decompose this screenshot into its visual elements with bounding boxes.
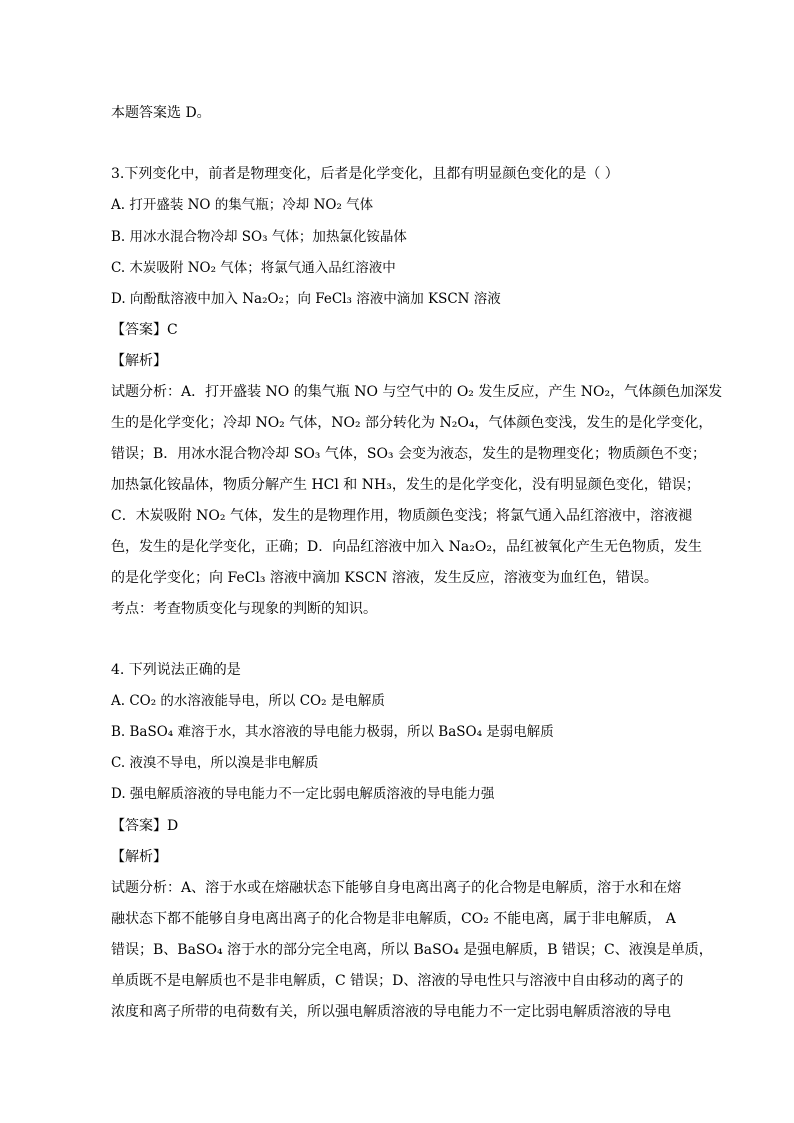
question-3-option-a: A. 打开盛装 NO 的集气瓶；冷却 NO₂ 气体 bbox=[111, 197, 374, 213]
question-3-analysis-line: 的是化学变化；向 FeCl₃ 溶液中滴加 KSCN 溶液，发生反应，溶液变为血红色，错误。 bbox=[111, 570, 658, 586]
question-4-analysis-line: 浓度和离子所带的电荷数有关，所以强电解质溶液的导电能力不一定比弱电解质溶液的导电 bbox=[111, 1004, 671, 1020]
question-4-answer: 【答案】D bbox=[111, 818, 179, 834]
question-3-analysis-line: 试题分析：A．打开盛装 NO 的集气瓶 NO 与空气中的 O₂ 发生反应，产生 NO₂，气体颜色加深发 bbox=[111, 384, 723, 400]
question-3-key-point: 考点：考查物质变化与现象的判断的知识。 bbox=[111, 601, 377, 617]
question-3-option-b: B. 用冰水混合物冷却 SO₃ 气体；加热氯化铵晶体 bbox=[111, 229, 407, 245]
question-4-option-a: A. CO₂ 的水溶液能导电，所以 CO₂ 是电解质 bbox=[111, 693, 385, 709]
question-4-analysis-line: 单质既不是电解质也不是非电解质，C 错误；D、溶液的导电性只与溶液中自由移动的离子的 bbox=[111, 973, 684, 989]
question-3-analysis-line: 加热氯化铵晶体，物质分解产生 HCl 和 NH₃，发生的是化学变化，没有明显颜色变化，错误； bbox=[111, 477, 700, 493]
question-3-stem: 3.下列变化中，前者是物理变化，后者是化学变化，且都有明显颜色变化的是（ ） bbox=[111, 166, 619, 182]
question-3-analysis-line: 错误；B．用冰水混合物冷却 SO₃ 气体，SO₃ 会变为液态，发生的是物理变化；物质颜色不变； bbox=[111, 446, 706, 462]
question-4-option-b: B. BaSO₄ 难溶于水，其水溶液的导电能力极弱，所以 BaSO₄ 是弱电解质 bbox=[111, 724, 554, 740]
question-4-analysis-line: 试题分析：A、溶于水或在熔融状态下能够自身电离出离子的化合物是电解质，溶于水和在熔 bbox=[111, 880, 682, 896]
question-4-analysis-heading: 【解析】 bbox=[111, 849, 167, 865]
answer-conclusion: 本题答案选 D。 bbox=[111, 105, 211, 121]
question-4-stem: 4. 下列说法正确的是 bbox=[111, 662, 241, 678]
question-4-option-c: C. 液溴不导电，所以溴是非电解质 bbox=[111, 755, 319, 771]
question-3-option-d: D. 向酚酞溶液中加入 Na₂O₂；向 FeCl₃ 溶液中滴加 KSCN 溶液 bbox=[111, 291, 501, 307]
question-3-answer: 【答案】C bbox=[111, 322, 178, 338]
question-3-analysis-line: 色，发生的是化学变化，正确；D．向品红溶液中加入 Na₂O₂，品红被氧化产生无色物质，发生 bbox=[111, 539, 702, 555]
question-3-analysis-line: 生的是化学变化；冷却 NO₂ 气体，NO₂ 部分转化为 N₂O₄，气体颜色变浅，发生的是化学变化， bbox=[111, 415, 713, 431]
question-4-analysis-line: 融状态下都不能够自身电离出离子的化合物是非电解质，CO₂ 不能电离，属于非电解质， A bbox=[111, 911, 676, 927]
question-4-option-d: D. 强电解质溶液的导电能力不一定比弱电解质溶液的导电能力强 bbox=[111, 786, 495, 802]
question-3-option-c: C. 木炭吸附 NO₂ 气体；将氯气通入品红溶液中 bbox=[111, 260, 396, 276]
question-3-analysis-line: C．木炭吸附 NO₂ 气体，发生的是物理作用，物质颜色变浅；将氯气通入品红溶液中，溶液褪 bbox=[111, 508, 692, 524]
question-3-analysis-heading: 【解析】 bbox=[111, 353, 167, 369]
question-4-analysis-line: 错误；B、BaSO₄ 溶于水的部分完全电离，所以 BaSO₄ 是强电解质，B 错误；C、液溴是单质， bbox=[111, 942, 713, 958]
